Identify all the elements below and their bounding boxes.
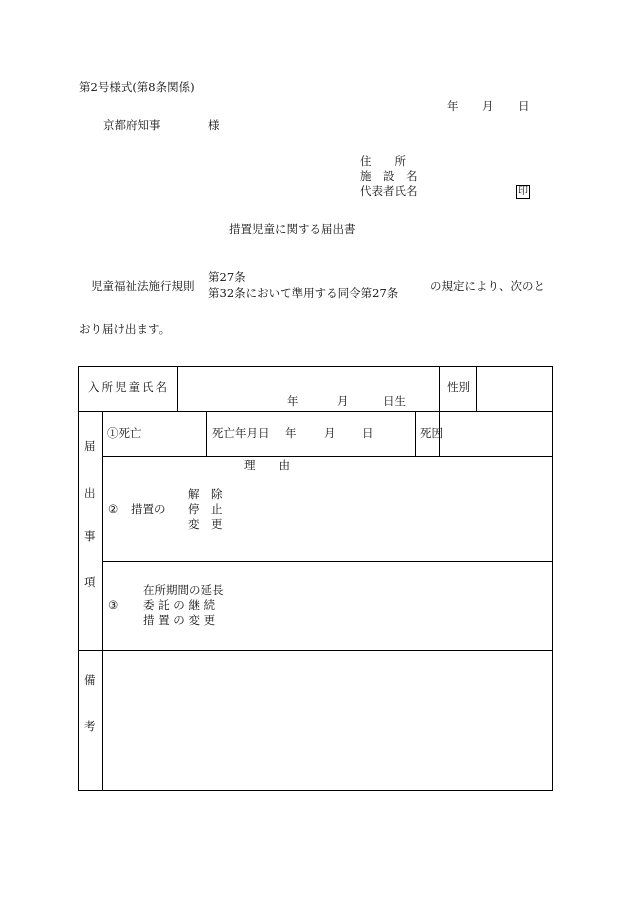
form-number: 第2号様式(第8条関係) — [79, 80, 195, 94]
child-name-label: 入所児童氏名 — [88, 380, 169, 394]
child-name-row — [79, 367, 553, 412]
date-day-label: 日 — [518, 99, 530, 113]
item2-option-change: 変 更 — [188, 517, 223, 531]
death-row — [79, 412, 553, 457]
notification-form-table — [78, 366, 553, 791]
preamble-article-1: 第27条 — [208, 270, 246, 284]
death-year-label: 年 — [285, 426, 297, 440]
remarks-char-1: 備 — [84, 673, 96, 687]
preamble-article-2: 第32条において準用する同令第27条 — [208, 286, 399, 300]
reason-label: 理 由 — [244, 458, 290, 472]
item3-option-extend: 在所期間の延長 — [143, 583, 224, 597]
item2-option-release: 解 除 — [188, 487, 223, 501]
death-day-label: 日 — [362, 426, 374, 440]
item2-number: ② — [108, 502, 119, 516]
item2-cell[interactable] — [103, 457, 553, 562]
child-name-field[interactable] — [178, 367, 440, 412]
facility-label: 施 設 名 — [360, 169, 418, 183]
remarks-row — [79, 651, 553, 791]
notification-char-4: 項 — [84, 575, 96, 589]
death-date-cell[interactable] — [207, 412, 416, 457]
item3-row — [79, 562, 553, 651]
item3-cell[interactable] — [103, 562, 553, 651]
death-label: ①死亡 — [107, 426, 142, 440]
birth-year-label: 年 — [287, 394, 299, 408]
address-label: 住 所 — [360, 154, 406, 168]
remarks-label-cell — [79, 651, 103, 791]
notification-char-2: 出 — [84, 486, 96, 500]
death-cause-field[interactable] — [440, 412, 553, 457]
representative-label: 代表者氏名 — [360, 184, 418, 198]
date-month-label: 月 — [482, 99, 494, 113]
preamble-continuation: おり届け出ます。 — [79, 322, 171, 336]
date-year-label: 年 — [447, 99, 459, 113]
item3-number: ③ — [108, 598, 119, 612]
preamble-tail: の規定により、次のと — [430, 279, 545, 293]
birth-day-label: 日生 — [383, 394, 406, 408]
death-cause-label-cell — [416, 412, 443, 457]
sex-label: 性別 — [447, 380, 471, 394]
document-title: 措置児童に関する届出書 — [229, 222, 356, 236]
preamble-law: 児童福祉法施行規則 — [91, 279, 195, 293]
notification-items-label-cell — [79, 412, 103, 651]
death-cause-label: 死因 — [420, 426, 443, 440]
remarks-field[interactable] — [103, 651, 553, 791]
birth-month-label: 月 — [337, 394, 349, 408]
death-label-cell — [103, 412, 207, 457]
item3-option-continue: 委 託 の 継 続 — [143, 598, 216, 612]
item2-label: 措置の — [131, 502, 166, 516]
item3-option-change: 措 置 の 変 更 — [143, 613, 216, 627]
remarks-char-2: 考 — [84, 719, 96, 733]
sex-field[interactable] — [477, 367, 553, 412]
death-date-label: 死亡年月日 — [212, 426, 270, 440]
notification-char-3: 事 — [84, 529, 96, 543]
notification-char-1: 届 — [84, 439, 96, 453]
death-month-label: 月 — [324, 426, 336, 440]
sex-label-cell — [440, 367, 477, 412]
child-name-label-cell — [79, 367, 178, 412]
item2-row — [79, 457, 553, 562]
addressee-honorific: 様 — [208, 118, 220, 132]
item2-option-suspend: 停 止 — [188, 502, 223, 516]
seal-mark: 印 — [518, 186, 528, 197]
addressee: 京都府知事 — [103, 118, 161, 132]
